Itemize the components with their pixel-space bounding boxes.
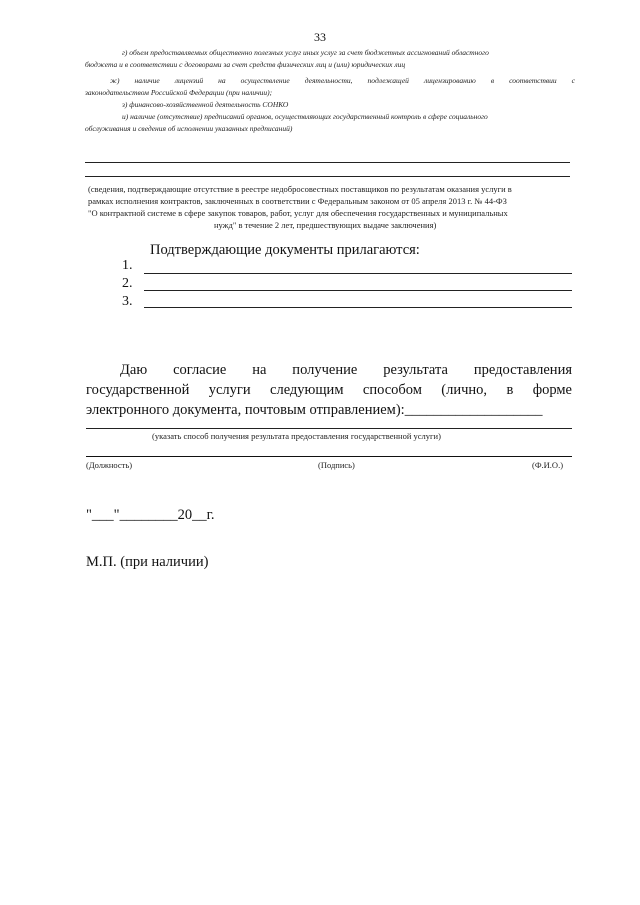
position-label: (Должность) <box>86 460 133 470</box>
consent-line3: электронного документа, почтовым отправлением):___________________ <box>86 402 543 418</box>
document-item-2-line[interactable] <box>144 290 572 291</box>
registry-note-line3: "О контрактной системе в сфере закупок товаров, работ, услуг для обеспечения государственных и муниципальных <box>88 208 508 218</box>
criteria-i-line2: обслуживания и сведения об исполнении указанных предписаний) <box>85 124 293 133</box>
criteria-zh-line2: законодательством Российской Федерации (при наличии); <box>85 88 273 97</box>
document-item-2-number: 2. <box>122 276 133 291</box>
method-caption: (указать способ получения результата предоставления государственной услуги) <box>152 431 441 441</box>
criteria-z-line: з) финансово-хозяйственной деятельность СОНКО <box>122 100 289 109</box>
signature-label: (Подпись) <box>318 460 355 470</box>
document-item-1-number: 1. <box>122 258 133 273</box>
name-label: (Ф.И.О.) <box>532 460 564 470</box>
registry-blank-line-1 <box>85 162 570 163</box>
registry-note-line2: рамках исполнения контрактов, заключенных в соответствии с Федеральным законом от 05 апреля 2013 г. № 44-ФЗ <box>88 196 507 206</box>
criteria-g-line1: г) объем предоставляемых общественно полезных услуг иных услуг за счет бюджетных ассигнований областного <box>122 48 489 57</box>
date-line: "___"________20__г. <box>86 507 215 523</box>
consent-line1: Даю согласие на получение результата предоставления <box>120 362 572 378</box>
stamp-line: М.П. (при наличии) <box>86 554 209 570</box>
registry-blank-line-2 <box>85 176 570 177</box>
page-number: 33 <box>314 30 326 44</box>
registry-note-line4: нужд" в течение 2 лет, предшествующих выдаче заключения) <box>214 220 437 230</box>
document-item-3-number: 3. <box>122 294 133 309</box>
registry-note-line1: (сведения, подтверждающие отсутствие в реестре недобросовестных поставщиков по результатам оказания услуги в <box>88 184 512 194</box>
criteria-i-line1: и) наличие (отсутствие) предписаний органов, осуществляющих государственный контроль в сфере социального <box>122 112 488 121</box>
signature-line[interactable] <box>86 456 572 457</box>
document-item-3-line[interactable] <box>144 307 572 308</box>
criteria-zh-line1: ж) наличие лицензий на осуществление деятельности, подлежащей лицензированию в соответствии с <box>110 76 575 85</box>
document-item-1-line[interactable] <box>144 273 572 274</box>
documents-heading: Подтверждающие документы прилагаются: <box>150 242 420 258</box>
criteria-g-line2: бюджета и в соответствии с договорами за счет средств физических лиц и (или) юридических лиц <box>85 60 406 69</box>
consent-line2: государственной услуги следующим способом (лично, в форме <box>86 382 572 398</box>
method-blank-line[interactable] <box>86 428 572 429</box>
